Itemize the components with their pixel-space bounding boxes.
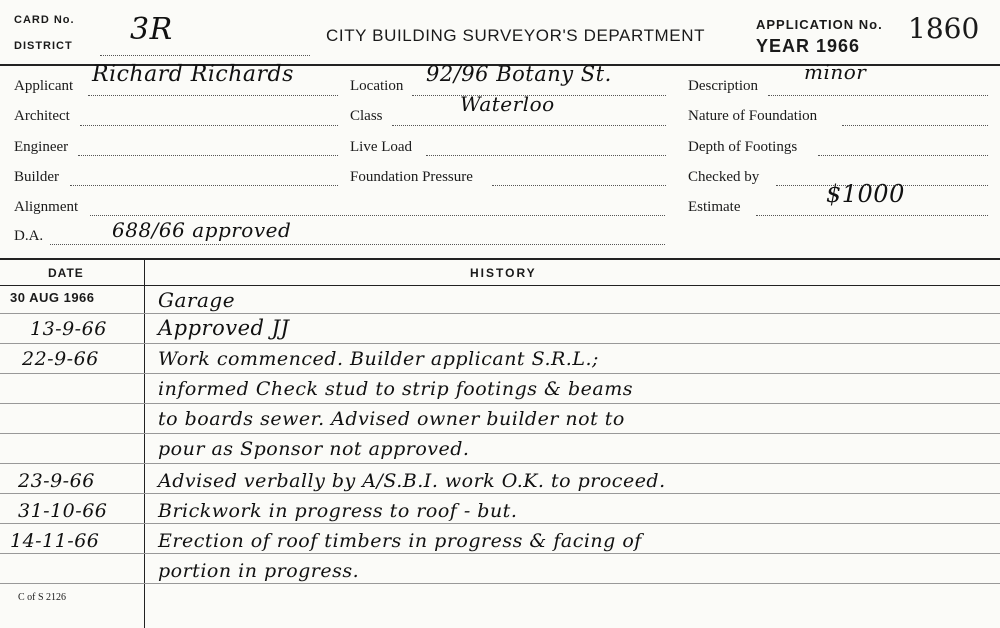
da-label: D.A. xyxy=(14,228,44,244)
row-rule xyxy=(0,403,1000,404)
history-date: 13-9-66 xyxy=(30,318,107,340)
department-title: CITY BUILDING SURVEYOR'S DEPARTMENT xyxy=(326,26,706,45)
nature-line xyxy=(842,125,988,126)
history-entry: to boards sewer. Advised owner builder not to xyxy=(158,408,625,430)
da-value: 688/66 approved xyxy=(112,218,292,242)
row-rule xyxy=(0,463,1000,464)
history-header: HISTORY xyxy=(470,266,537,280)
form-code: C of S 2126 xyxy=(18,592,67,603)
history-entry: informed Check stud to strip footings & beams xyxy=(158,378,633,400)
description-line xyxy=(768,95,988,96)
builder-label: Builder xyxy=(14,169,59,185)
district-label: DISTRICT xyxy=(14,40,73,52)
application-no: 1860 xyxy=(908,12,980,45)
history-header-rule xyxy=(0,285,1000,286)
history-top-rule xyxy=(0,258,1000,260)
architect-label: Architect xyxy=(14,108,70,124)
history-date: 31-10-66 xyxy=(18,500,108,522)
row-rule xyxy=(0,583,1000,584)
history-entry: Approved JJ xyxy=(158,316,290,340)
history-entry: Work commenced. Builder applicant S.R.L.; xyxy=(158,348,599,370)
history-entry: Garage xyxy=(158,288,236,312)
estimate-value: $1000 xyxy=(826,180,905,208)
history-date: 14-11-66 xyxy=(10,530,100,552)
row-rule xyxy=(0,373,1000,374)
row-rule xyxy=(0,433,1000,434)
description-value: minor xyxy=(804,60,867,84)
year: YEAR 1966 xyxy=(756,36,861,56)
checked-by-label: Checked by xyxy=(688,169,760,185)
architect-line xyxy=(80,125,338,126)
alignment-line xyxy=(90,215,665,216)
applicant-value: Richard Richards xyxy=(92,62,294,87)
live-load-label: Live Load xyxy=(350,139,413,155)
date-header: DATE xyxy=(48,266,84,280)
card-no-label: CARD No. xyxy=(14,14,75,26)
class-label: Class xyxy=(350,108,383,124)
builder-line xyxy=(70,185,338,186)
engineer-line xyxy=(78,155,338,156)
row-rule xyxy=(0,553,1000,554)
alignment-label: Alignment xyxy=(14,199,79,215)
depth-line xyxy=(818,155,988,156)
row-rule xyxy=(0,493,1000,494)
history-date: 30 AUG 1966 xyxy=(10,290,95,305)
history-entry: Erection of roof timbers in progress & facing of xyxy=(158,530,642,552)
engineer-label: Engineer xyxy=(14,139,69,155)
row-rule xyxy=(0,343,1000,344)
date-column-divider xyxy=(144,260,145,628)
location-value: 92/96 Botany St. xyxy=(426,62,612,86)
history-entry: Advised verbally by A/S.B.I. work O.K. to proceed. xyxy=(158,470,666,492)
card-no-value: 3R xyxy=(130,12,173,47)
history-date: 23-9-66 xyxy=(18,470,95,492)
location-label: Location xyxy=(350,78,404,94)
foundation-pressure-line xyxy=(492,185,666,186)
da-line xyxy=(50,244,665,245)
row-rule xyxy=(0,523,1000,524)
history-entry: portion in progress. xyxy=(158,560,360,582)
row-rule xyxy=(0,313,1000,314)
estimate-line xyxy=(756,215,988,216)
live-load-line xyxy=(426,155,666,156)
foundation-pressure-label: Foundation Pressure xyxy=(350,169,473,185)
applicant-line xyxy=(88,95,338,96)
nature-of-foundation-label: Nature of Foundation xyxy=(688,108,818,124)
depth-of-footings-label: Depth of Footings xyxy=(688,139,798,155)
history-entry: Brickwork in progress to roof - but. xyxy=(158,500,518,522)
history-entry: pour as Sponsor not approved. xyxy=(158,438,470,460)
card-no-line xyxy=(100,55,310,56)
applicant-label: Applicant xyxy=(14,78,74,94)
application-no-label: APPLICATION No. xyxy=(756,17,883,32)
history-date: 22-9-66 xyxy=(22,348,99,370)
description-label: Description xyxy=(688,78,758,94)
location-value-suburb: Waterloo xyxy=(460,92,555,116)
class-line xyxy=(392,125,666,126)
estimate-label: Estimate xyxy=(688,199,741,215)
